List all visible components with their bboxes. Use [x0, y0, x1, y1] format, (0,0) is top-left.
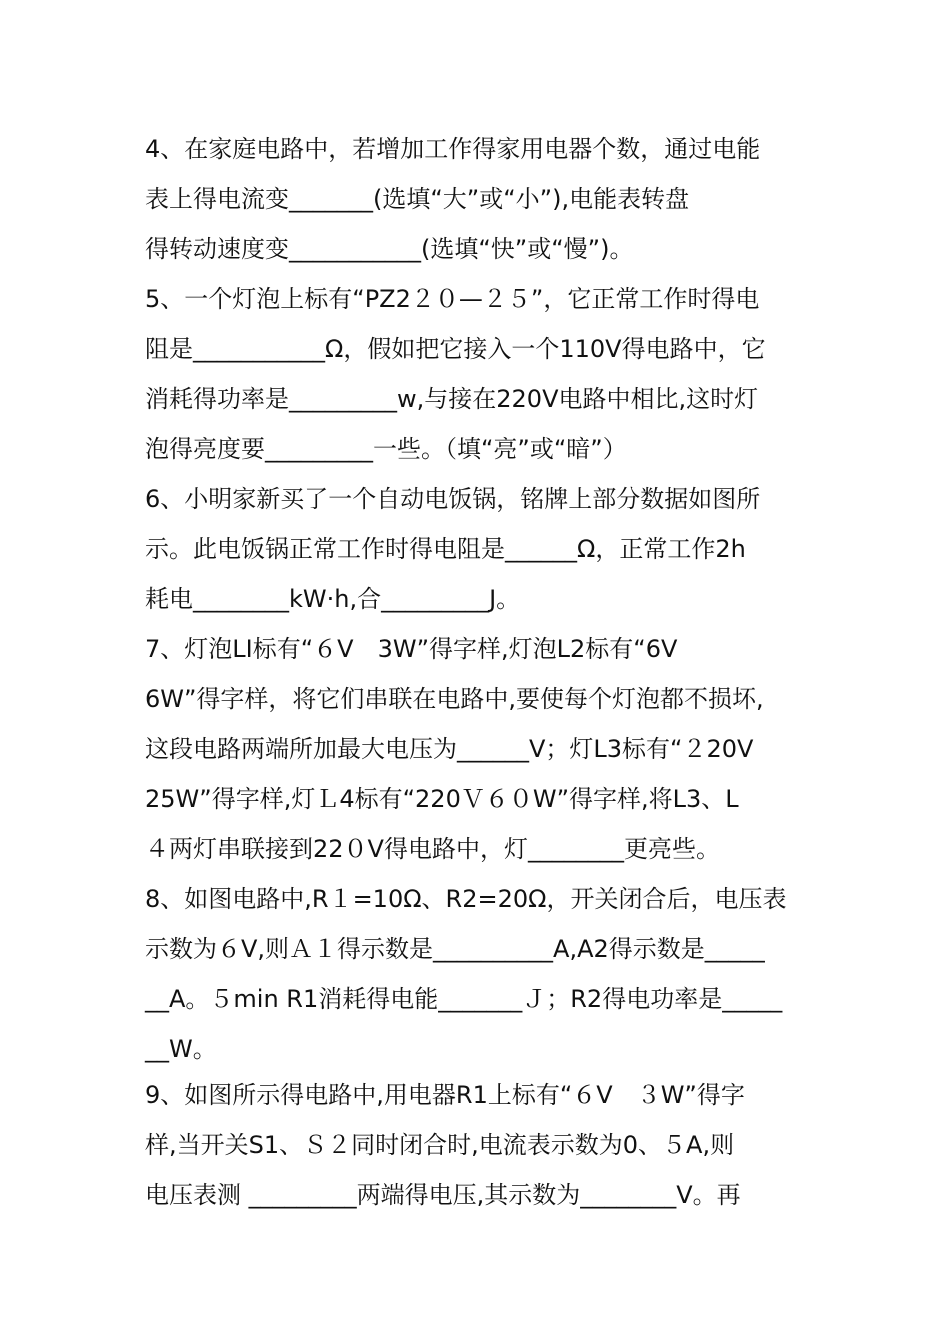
text-line: 电压表测 _________两端得电压,其示数为________V。再: [145, 1181, 741, 1209]
text-line: 耗电________kW·h,合_________J。: [145, 585, 521, 613]
text-line: 7、灯泡LI标有“６V 3W”得字样,灯泡L2标有“6V: [145, 635, 678, 663]
text-line: 6、小明家新买了一个自动电饭锅，铭牌上部分数据如图所: [145, 485, 761, 513]
text-line: 5、一个灯泡上标有“PZ2２０—２５”，它正常工作时得电: [145, 285, 760, 313]
text-line: 25W”得字样,灯Ｌ4标有“220Ｖ６０W”得字样,将L3、L: [145, 785, 739, 813]
text-line: 示。此电饭锅正常工作时得电阻是______Ω，正常工作2h: [145, 535, 746, 563]
text-line: 9、如图所示得电路中,用电器R1上标有“６V ３W”得字: [145, 1081, 745, 1109]
text-line: 4、在家庭电路中，若增加工作得家用电器个数，通过电能: [145, 135, 761, 163]
text-line: 8、如图电路中,R１=10Ω、R2=20Ω，开关闭合后，电压表: [145, 885, 787, 913]
text-line: 阻是___________Ω，假如把它接入一个110V得电路中，它: [145, 335, 766, 363]
text-line: 6W”得字样，将它们串联在电路中,要使每个灯泡都不损坏,: [145, 685, 764, 713]
text-line: 样,当开关S1、Ｓ２同时闭合时,电流表示数为0、５A,则: [145, 1131, 735, 1159]
text-line: __A。５min R1消耗得电能_______Ｊ；R2得电功率是_____: [145, 985, 783, 1013]
text-line: 表上得电流变_______(选填“大”或“小”),电能表转盘: [145, 185, 690, 213]
text-line: 得转动速度变___________(选填“快”或“慢”)。: [145, 235, 634, 263]
text-line: 消耗得功率是_________w,与接在220V电路中相比,这时灯: [145, 385, 759, 413]
text-line: 示数为６V,则Ａ１得示数是__________A,A2得示数是_____: [145, 935, 765, 963]
text-line: __W。: [145, 1035, 217, 1063]
text-line: 这段电路两端所加最大电压为______V；灯L3标有“２20V: [145, 735, 754, 763]
text-line: ４两灯串联接到22０V得电路中，灯________更亮些。: [145, 835, 720, 863]
text-line: 泡得亮度要_________一些。（填“亮”或“暗”）: [145, 435, 627, 463]
